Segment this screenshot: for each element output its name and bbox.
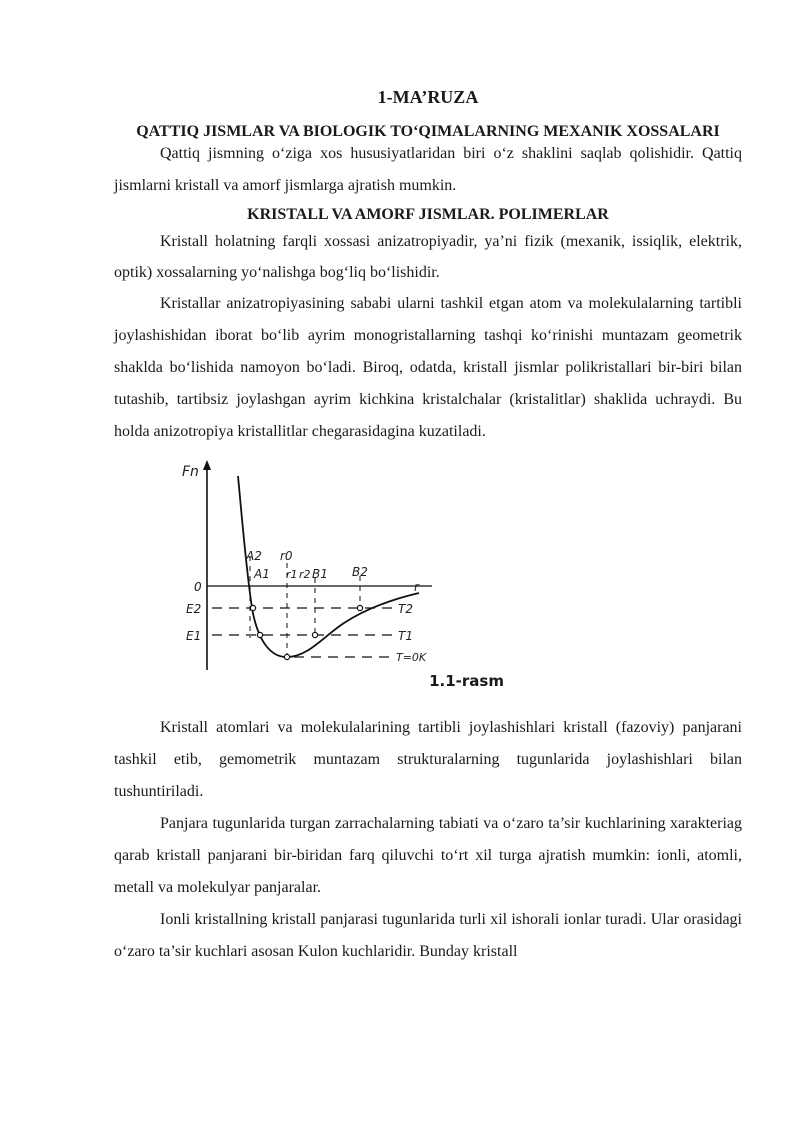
t1-label: T1 <box>398 629 413 643</box>
subsection-heading: KRISTALL VA AMORF JISMLAR. POLIMERLAR <box>247 206 609 223</box>
paragraph: Kristall holatning farqli xossasi anizatropiyadir, ya’ni fizik (mexanik, issiqlik, elektrik, optik) xossalarning yo‘nalishga bog‘liq bo‘lishidir. <box>114 233 742 281</box>
e1-label: E1 <box>186 629 202 643</box>
point-a2 <box>250 605 255 610</box>
paragraph: Kristall atomlari va molekulalarining tartibli joylashishlari kristall (fazoviy) panjarani tashkil etib, gemometrik muntazam strukturalarning tugunlarida joylashishlari bilan tushuntiriladi. <box>114 719 742 800</box>
potential-curve-diagram <box>174 458 514 678</box>
r0-label: r0 <box>280 549 293 563</box>
t0-label: T=0K <box>396 651 427 664</box>
a1-label: A1 <box>254 567 270 581</box>
point-b1 <box>312 632 317 637</box>
paragraph: Panjara tugunlarida turgan zarrachalarning tabiati va o‘zaro ta’sir kuchlarining xarakteriag qarab kristall panjarani bir-biridan farq qiluvchi to‘rt xil turga ajratish mumkin: ionli, atomli, metall va molekulyar panjaralar. <box>114 815 742 896</box>
paragraph: Ionli kristallning kristall panjarasi tugunlarida turli xil ishorali ionlar turadi. Ular orasidagi o‘zaro ta’sir kuchlari asosan Kulon kuchlaridir. Bunday kristall <box>114 911 742 960</box>
intro-paragraph: Qattiq jismning o‘ziga xos hususiyatlaridan biri o‘z shaklini saqlab qolishidir. Qattiq jismlarni kristall va amorf jismlarga ajratish mumkin. <box>114 145 742 194</box>
r2-label: r2 <box>299 568 311 581</box>
b2-label: B2 <box>352 565 368 579</box>
t2-label: T2 <box>398 602 413 616</box>
origin-label: 0 <box>194 580 202 594</box>
section-heading: QATTIQ JISMLAR VA BIOLOGIK TO‘QIMALARNING MEXANIK XOSSALARI <box>136 123 720 140</box>
y-axis-arrow <box>203 460 211 470</box>
e2-label: E2 <box>186 602 202 616</box>
a2-label: A2 <box>246 549 262 563</box>
lecture-title: 1-MA’RUZA <box>377 87 479 107</box>
r1-label: r1 <box>286 568 298 581</box>
point-b2 <box>357 605 362 610</box>
r-axis-label: r <box>414 580 419 594</box>
y-axis-label: Fn <box>182 464 199 480</box>
b1-label: B1 <box>312 567 328 581</box>
point-min <box>284 654 289 659</box>
figure-caption: 1.1-rasm <box>429 672 504 690</box>
paragraph: Kristallar anizatropiyasining sababi ularni tashkil etgan atom va molekulalarning tartibli joylashishidan iborat bo‘lib ayrim monogristallarning tashqi ko‘rinishi muntazam geometrik shaklda bo‘lishida namoyon bo‘ladi. Biroq, odatda, kristall jismlar polikristallari bir-biri bilan tutashib, tartibsiz joylashgan ayrim kichkina kristalchalar (kristalitlar) shaklida uchraydi. Bu holda anizotropiya kristallitlar chegarasidagina kuzatiladi. <box>114 295 742 440</box>
document-page <box>114 82 742 968</box>
potential-energy-figure <box>114 458 742 698</box>
point-a1 <box>257 632 262 637</box>
